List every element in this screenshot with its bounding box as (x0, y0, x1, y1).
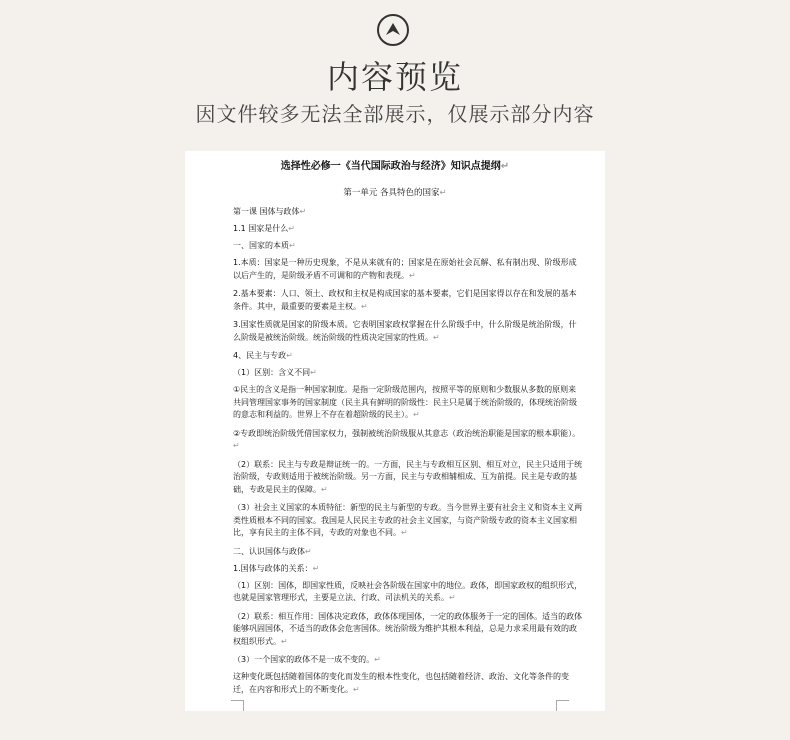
document-preview (185, 151, 605, 711)
lesson-heading: 第一课 国体与政体↵ (233, 207, 307, 216)
page-corner-mark (231, 700, 244, 711)
paragraph: ②专政即统治阶级凭借国家权力，强制被统治阶级服从其意志（政治统治职能是国家的根本职能）。↵ (233, 428, 581, 450)
paragraph: （2）联系：相互作用：国体决定政体，政体体现国体，一定的政体服务于一定的国体。适当的政体能够巩固国体，不适当的政体会危害国体。统治阶级为维护其根本利益，总是力求采用最有效的政权组织形式。↵ (233, 611, 583, 646)
subsection-heading: 一、国家的本质↵ (233, 241, 296, 250)
paragraph: （3）一个国家的政体不是一成不变的。↵ (233, 655, 381, 664)
paragraph: ①民主的含义是指一种国家制度。是指一定阶级范围内，按照平等的原则和少数服从多数的原则来共同管理国家事务的国家制度（民主具有鲜明的阶级性：民主只是属于统治阶级的，体现统治阶级的意志和利益的。世界上不存在着超阶级的民主）。↵ (233, 385, 577, 419)
document-title: 选择性必修一《当代国际政治与经济》知识点提纲↵ (280, 161, 510, 172)
subsection-heading: 二、认识国体与政体↵ (233, 546, 312, 556)
paragraph: （2）联系：民主与专政是辩证统一的。一方面，民主与专政相互区别、相互对立，民主只适用于统治阶级，专政则适用于被统治阶级。另一方面，民主与专政相辅相成、互为前提。民主是专政的基础，专政是民主的保障。↵ (233, 459, 583, 494)
paragraph: 这种变化既包括随着国体的变化而发生的根本性变化，也包括随着经济、政治、文化等条件的变迁，在内容和形式上的不断变化。↵ (233, 672, 569, 694)
page-corner-mark (556, 700, 569, 711)
section-heading: 1.1 国家是什么↵ (233, 224, 295, 233)
paragraph: 1.国体与政体的关系：↵ (233, 563, 320, 573)
paragraph: 1.本质：国家是一种历史现象，不是从来就有的；国家是在原始社会瓦解、私有制出现、阶级形成以后产生的，是阶级矛盾不可调和的产物和表现。↵ (233, 258, 577, 280)
paragraph: （1）区别：含义不同↵ (233, 368, 317, 377)
chevron-up-icon (384, 21, 402, 39)
paragraph: （3）社会主义国家的本质特征：新型的民主与新型的专政。当今世界主要有社会主义和资本主义两类性质根本不同的国家。我国是人民民主专政的社会主义国家，与资产阶级专政的资本主义国家相比，享有民主的主体不同，专政的对象也不同。↵ (233, 503, 583, 537)
paragraph: 3.国家性质就是国家的阶级本质。它表明国家政权掌握在什么阶级手中，什么阶级是统治阶级，什么阶级是被统治阶级。统治阶级的性质决定国家的性质。↵ (233, 320, 577, 342)
subsection-heading: 4、民主与专政↵ (233, 351, 293, 360)
page-subtitle: 因文件较多无法全部展示，仅展示部分内容 (195, 102, 595, 126)
paragraph: （1）区别：国体，即国家性质，反映社会各阶级在国家中的地位。政体，即国家政权的组织形式，也就是国家管理形式，主要是立法、行政、司法机关的关系。↵ (233, 580, 583, 602)
logo-chevron-up-circle-icon (377, 14, 409, 46)
document-unit-heading: 第一单元 各具特色的国家↵ (343, 188, 447, 198)
paragraph: 2.基本要素：人口、领土、政权和主权是构成国家的基本要素，它们是国家得以存在和发展的基本条件。其中，最重要的要素是主权。↵ (233, 289, 577, 311)
page-title: 内容预览 (326, 58, 463, 96)
